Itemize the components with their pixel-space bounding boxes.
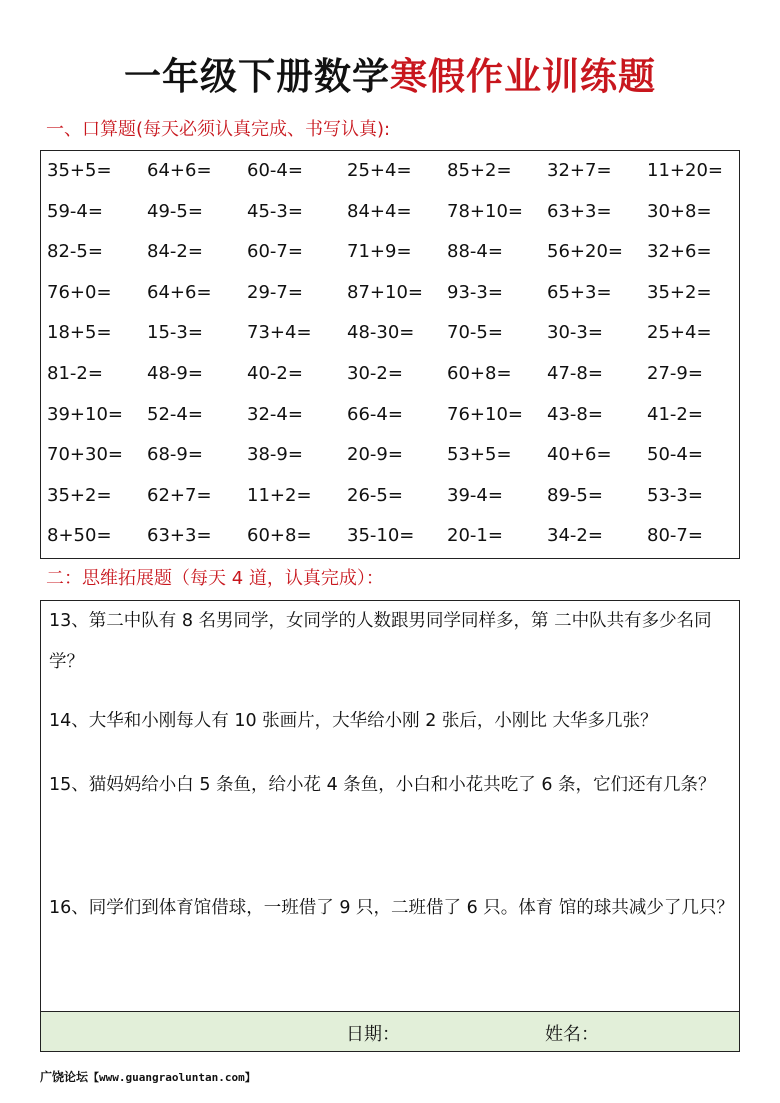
math-problem: 89-5= — [547, 484, 603, 506]
math-problem: 81-2= — [47, 362, 103, 384]
math-problem: 26-5= — [347, 484, 403, 506]
source-site: 广饶论坛 — [40, 1070, 89, 1084]
math-problem: 85+2= — [447, 160, 512, 181]
date-label: 日期： — [346, 1024, 400, 1045]
section2-heading: 二：思维拓展题（每天 4 道，认真完成）： — [46, 568, 384, 589]
math-problem: 20-1= — [447, 525, 503, 547]
math-problem: 76+0= — [47, 281, 112, 303]
math-problem: 53+5= — [447, 444, 512, 466]
math-problem: 32-4= — [247, 403, 303, 425]
math-problem: 71+9= — [347, 241, 412, 263]
math-problem: 49-5= — [147, 200, 203, 222]
title-part-black: 一年级下册数学 — [124, 55, 390, 98]
section1-heading: 一、口算题(每天必须认真完成、书写认真): — [46, 119, 391, 140]
math-problem: 35-10= — [347, 525, 415, 547]
math-problem: 66-4= — [347, 403, 403, 425]
mental-math-grid — [47, 157, 739, 558]
math-problem: 63+3= — [147, 525, 212, 547]
math-problem: 8+50= — [47, 525, 112, 547]
title-part-red: 寒假作业训练题 — [390, 55, 656, 98]
math-problem: 68-9= — [147, 444, 203, 466]
math-problem: 35+5= — [47, 160, 112, 181]
math-problem: 30-2= — [347, 362, 403, 384]
math-problem: 11+2= — [247, 484, 312, 506]
math-problem: 32+7= — [547, 160, 612, 181]
math-problem: 48-30= — [347, 322, 415, 344]
math-problem: 40+6= — [547, 444, 612, 466]
math-problem: 84+4= — [347, 200, 412, 222]
math-problem: 50-4= — [647, 444, 703, 466]
math-problem: 59-4= — [47, 200, 103, 222]
date-name-row — [41, 1011, 739, 1051]
math-problem: 78+10= — [447, 200, 523, 222]
page-title — [0, 52, 780, 102]
math-problem: 30-3= — [547, 322, 603, 344]
math-problem: 64+6= — [147, 160, 212, 181]
math-problem: 32+6= — [647, 241, 712, 263]
math-problem: 56+20= — [547, 241, 623, 263]
math-problem: 25+4= — [647, 322, 712, 344]
math-problem: 93-3= — [447, 281, 503, 303]
math-problem: 82-5= — [47, 241, 103, 263]
math-problem: 18+5= — [47, 322, 112, 344]
math-problem: 20-9= — [347, 444, 403, 466]
math-problem: 29-7= — [247, 281, 303, 303]
math-problem: 11+20= — [647, 160, 723, 181]
math-problem: 27-9= — [647, 362, 703, 384]
math-problem: 84-2= — [147, 241, 203, 263]
math-problem: 53-3= — [647, 484, 703, 506]
math-problem: 47-8= — [547, 362, 603, 384]
math-problem: 62+7= — [147, 484, 212, 506]
math-problem: 80-7= — [647, 525, 703, 547]
math-problem: 76+10= — [447, 403, 523, 425]
math-problem: 60+8= — [447, 362, 512, 384]
math-problem: 64+6= — [147, 281, 212, 303]
word-problem-13: 13、第二中队有 8 名男同学，女同学的人数跟男同学同样多，第 二中队共有多少名同学？ — [49, 611, 712, 672]
math-problem: 30+8= — [647, 200, 712, 222]
math-problem: 87+10= — [347, 281, 423, 303]
math-problem: 35+2= — [47, 484, 112, 506]
word-problem-15: 15、猫妈妈给小白 5 条鱼，给小花 4 条鱼，小白和小花共吃了 6 条，它们还有几条？ — [49, 775, 716, 795]
math-problem: 63+3= — [547, 200, 612, 222]
source-url: 【www.guangraoluntan.com】 — [88, 1071, 256, 1084]
mental-math-box — [40, 150, 740, 559]
word-problems-box — [40, 600, 740, 1052]
math-problem: 70-5= — [447, 322, 503, 344]
math-problem: 73+4= — [247, 322, 312, 344]
math-problem: 39+10= — [47, 403, 123, 425]
math-problem: 15-3= — [147, 322, 203, 344]
math-problem: 88-4= — [447, 241, 503, 263]
math-problem: 65+3= — [547, 281, 612, 303]
math-problem: 52-4= — [147, 403, 203, 425]
math-problem: 35+2= — [647, 281, 712, 303]
math-problem: 60-4= — [247, 160, 303, 181]
math-problem: 39-4= — [447, 484, 503, 506]
math-problem: 70+30= — [47, 444, 123, 466]
math-problem: 43-8= — [547, 403, 603, 425]
math-problem: 40-2= — [247, 362, 303, 384]
math-problem: 41-2= — [647, 403, 703, 425]
math-problem: 45-3= — [247, 200, 303, 222]
word-problem-14: 14、大华和小刚每人有 10 张画片，大华给小刚 2 张后，小刚比 大华多几张？ — [49, 711, 658, 731]
math-problem: 48-9= — [147, 362, 203, 384]
math-problem: 60+8= — [247, 525, 312, 547]
math-problem: 38-9= — [247, 444, 303, 466]
word-problem-16: 16、同学们到体育馆借球，一班借了 9 只，二班借了 6 只。体育 馆的球共减少了几只？ — [49, 898, 734, 918]
math-problem: 34-2= — [547, 525, 603, 547]
math-problem: 25+4= — [347, 160, 412, 181]
name-label: 姓名： — [545, 1024, 599, 1045]
math-problem: 60-7= — [247, 241, 303, 263]
source-footer — [40, 1068, 256, 1085]
